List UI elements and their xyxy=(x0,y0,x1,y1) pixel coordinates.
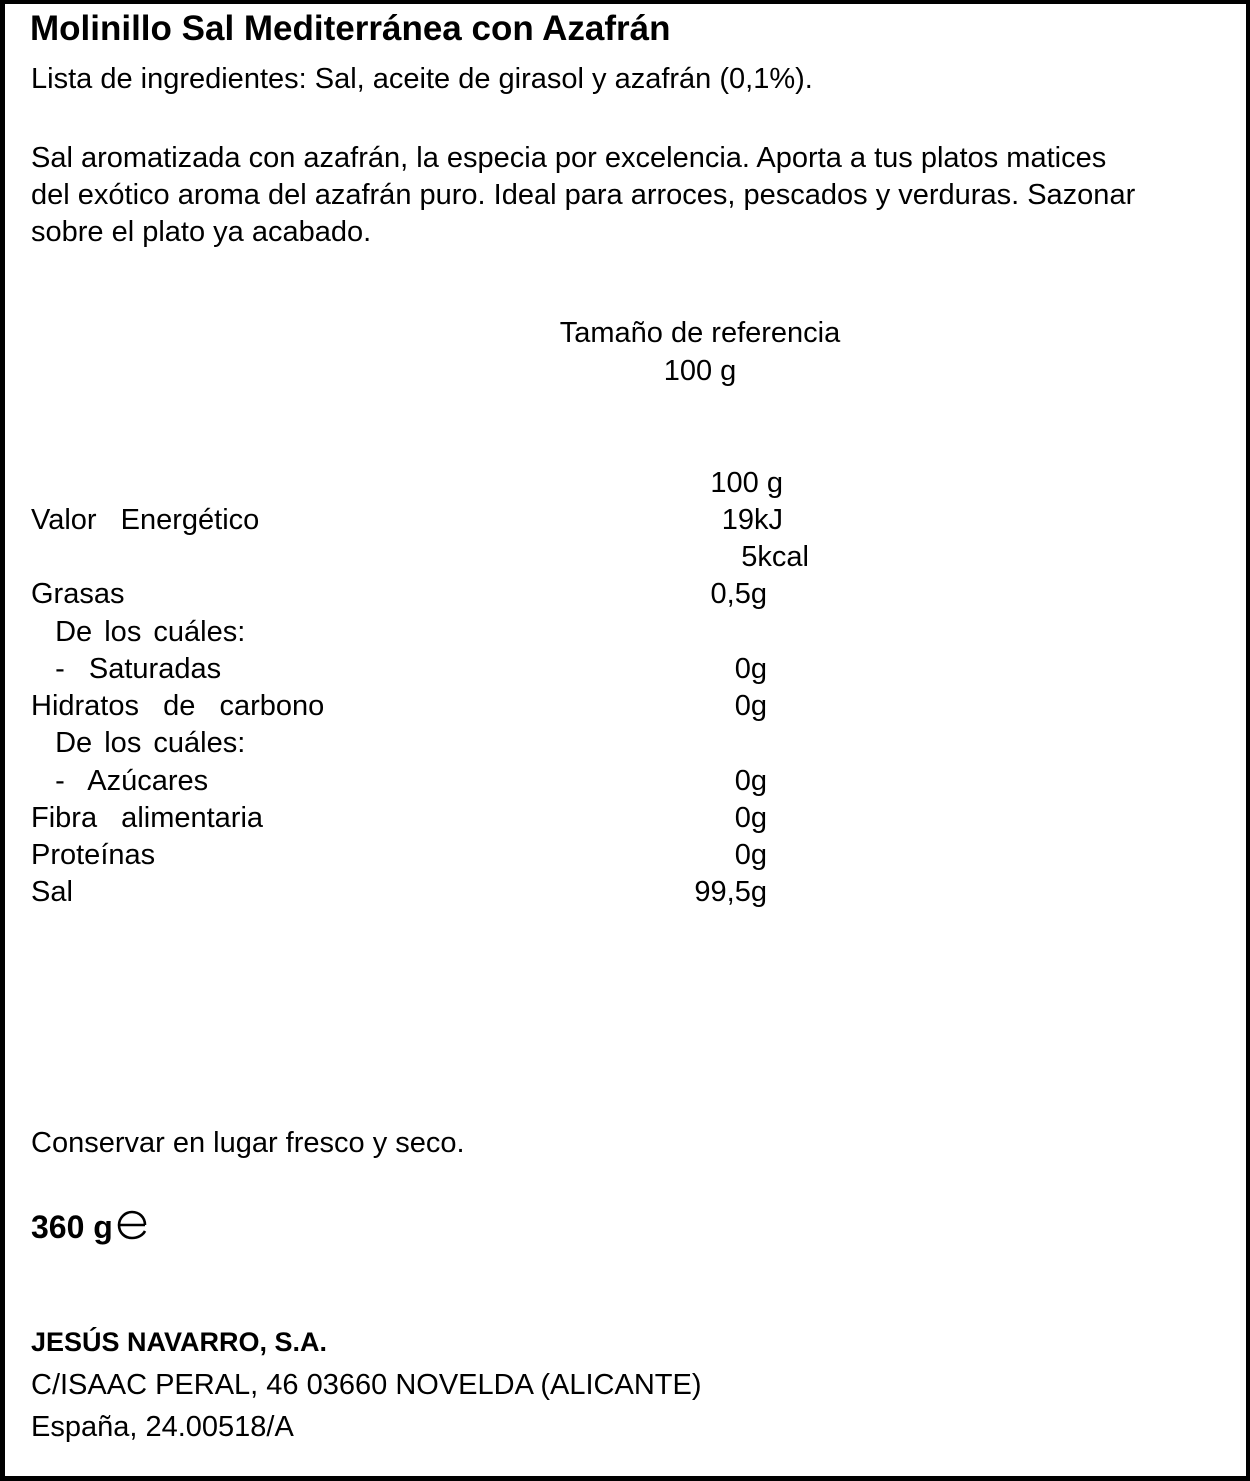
nutrition-label: Hidratos de carbono xyxy=(31,690,325,722)
nutrition-row xyxy=(31,763,1031,800)
nutrition-row xyxy=(31,837,1031,874)
nutrition-value: 0g xyxy=(734,802,767,834)
nutrition-label: - Saturadas xyxy=(31,653,222,685)
nutrition-label: Fibra alimentaria xyxy=(31,802,264,834)
storage-instructions: Conservar en lugar fresco y seco. xyxy=(31,1127,465,1159)
nutrition-label: Sal xyxy=(31,876,73,908)
reference-size-value: 100 g xyxy=(663,355,737,387)
nutrition-row xyxy=(31,539,1031,576)
nutrition-value: 99,5g xyxy=(694,876,767,908)
net-weight-value: 360 g xyxy=(31,1209,113,1245)
nutrition-value: 0g xyxy=(734,839,767,871)
nutrition-row xyxy=(31,614,1031,651)
net-weight xyxy=(31,1207,149,1249)
nutrition-value: 0g xyxy=(734,653,767,685)
nutrition-value: 0g xyxy=(734,765,767,797)
nutrition-label: De los cuáles: xyxy=(31,616,246,648)
nutrition-row xyxy=(31,874,1031,911)
nutrition-row xyxy=(31,502,1031,539)
nutrition-row xyxy=(31,800,1031,837)
company-address: C/ISAAC PERAL, 46 03660 NOVELDA (ALICANTE) xyxy=(31,1369,702,1401)
nutrition-value: 5kcal xyxy=(741,541,809,573)
column-header-value: 100 g xyxy=(710,467,783,499)
nutrition-label: De los cuáles: xyxy=(31,727,246,759)
nutrition-label: - Azúcares xyxy=(31,765,209,797)
product-title: Molinillo Sal Mediterránea con Azafrán xyxy=(30,9,671,48)
reference-size-label: Tamaño de referencia xyxy=(559,317,841,349)
nutrition-label: Valor Energético xyxy=(31,504,260,536)
nutrition-value: 0g xyxy=(734,690,767,722)
nutrition-label: Grasas xyxy=(31,578,125,610)
estimated-sign-icon xyxy=(115,1209,149,1249)
nutrition-value: 19kJ xyxy=(721,504,783,536)
nutrition-label: Proteínas xyxy=(31,839,156,871)
product-description: Sal aromatizada con azafrán, la especia por excelencia. Aporta a tus platos matices del exótico aroma del azafrán puro. Ideal para arroces, pescados y verduras. Sazonar sobre el plato ya acabado. xyxy=(31,142,1136,248)
company-registry: España, 24.00518/A xyxy=(31,1411,294,1443)
nutrition-row xyxy=(31,688,1031,725)
ingredients-list: Lista de ingredientes: Sal, aceite de girasol y azafrán (0,1%). xyxy=(31,63,813,95)
nutrition-row xyxy=(31,725,1031,762)
company-name: JESÚS NAVARRO, S.A. xyxy=(31,1327,328,1357)
nutrition-value: 0,5g xyxy=(710,578,767,610)
nutrition-column-header xyxy=(31,465,1031,502)
nutrition-row xyxy=(31,576,1031,613)
nutrition-row xyxy=(31,651,1031,688)
